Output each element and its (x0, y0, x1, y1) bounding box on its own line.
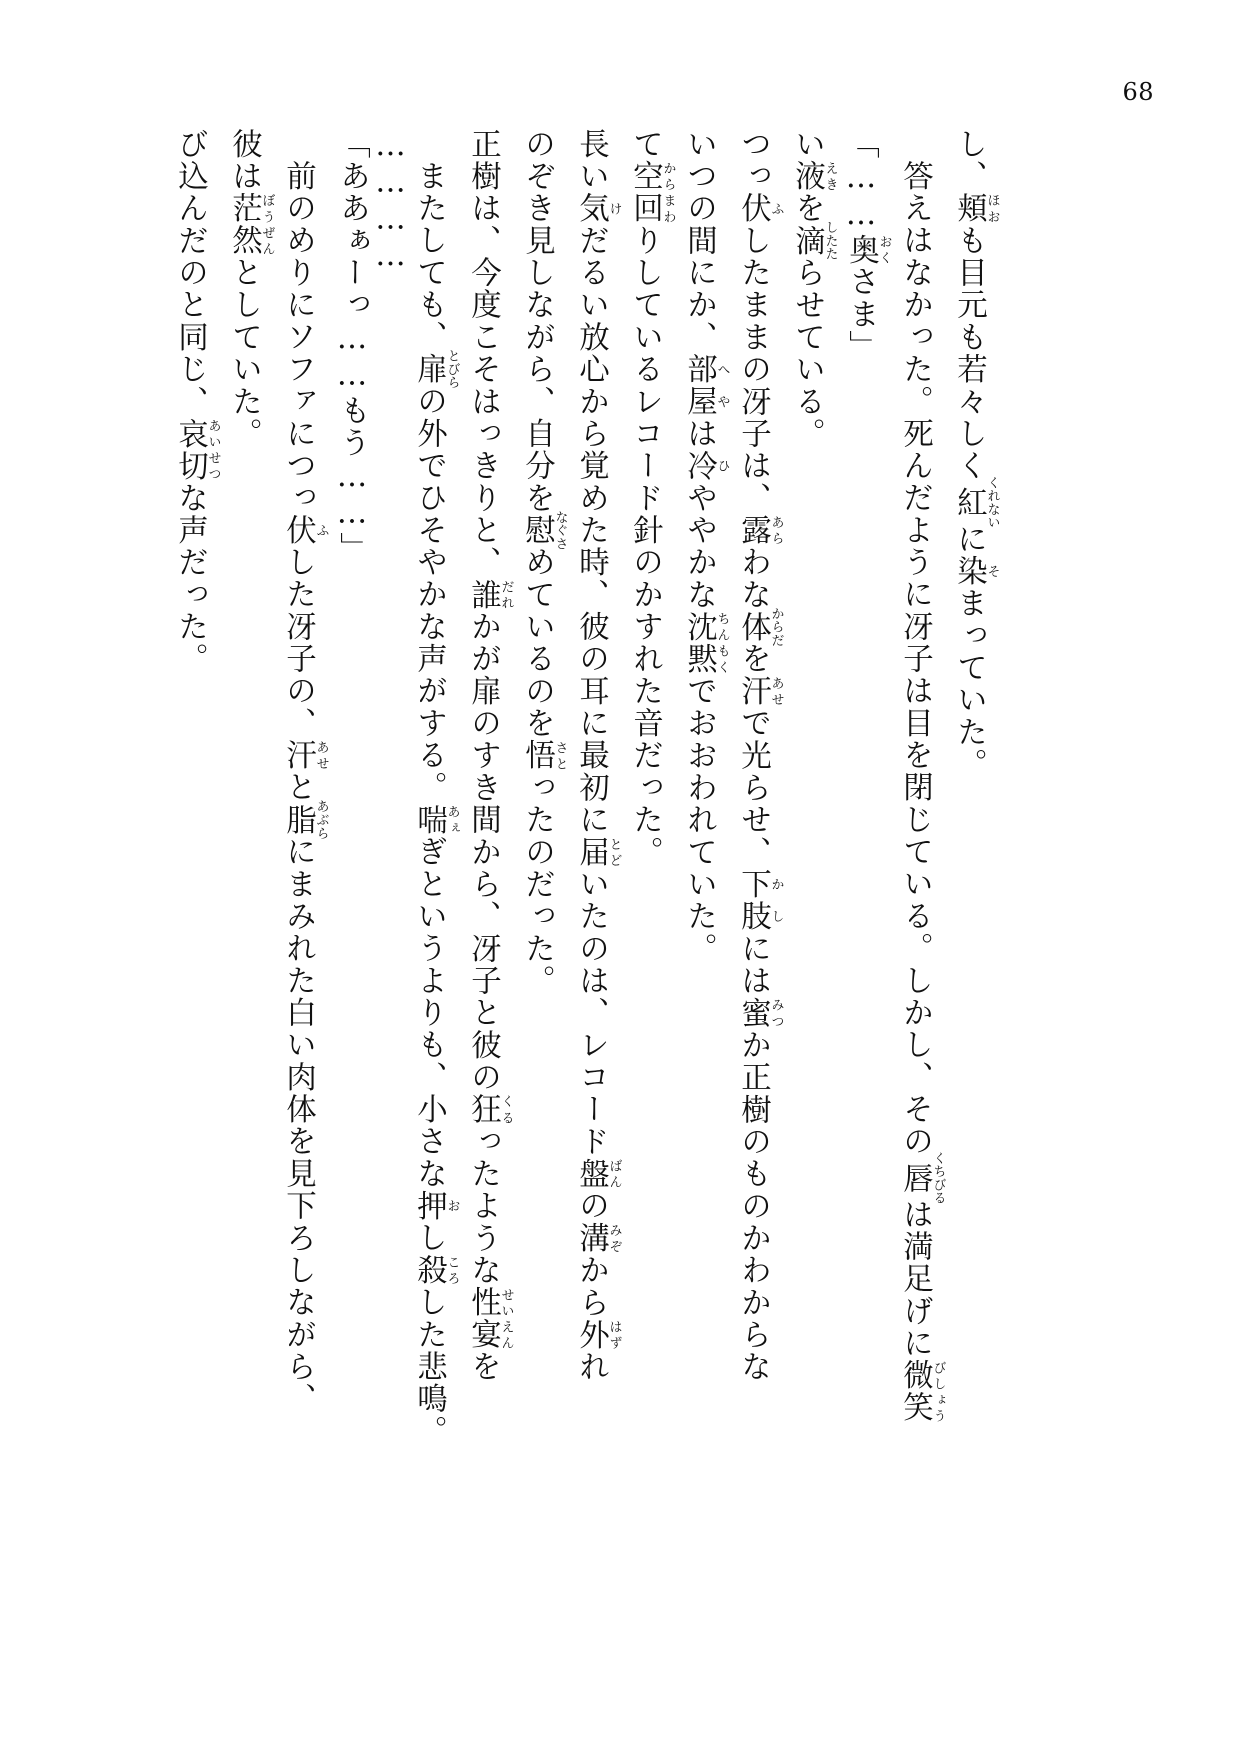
text-column: 彼は茫然ぼうぜんとしていた。 (226, 128, 275, 450)
text-column: 「……奥おくさま」 (843, 128, 892, 363)
text-column: つっ伏ふしたままの冴子は、露あらわな体からだを汗あせで光らせ、下肢かしには蜜みつか正樹のものかわからな (735, 128, 784, 1384)
text-column: い液えきを滴したたらせている。 (789, 128, 838, 450)
text-column: 前のめりにソファにつっ伏ふした冴子の、汗あせと脂あぶらにまみれた白い肉体を見下ろしながら、 (280, 160, 329, 1415)
text-column: いつの間にか、部屋へやは冷ひややかな沈黙ちんもくでおおわれていた。 (681, 128, 730, 965)
text-column: び込んだのと同じ、哀切あいせつな声だった。 (172, 128, 221, 676)
text-column: のぞき見しながら、自分を慰なぐさめているのを悟さとったのだった。 (519, 128, 568, 997)
text-column: 答えはなかった。死んだように冴子は目を閉じている。しかし、その唇くちびるは満足げに微笑びしょう (897, 160, 946, 1424)
text-column: ………… (373, 128, 408, 275)
text-column: 「ああぁーっ……もう……」 (334, 128, 370, 565)
text-column: 正樹は、今度こそはっきりと、誰だれかが扉のすき間から、冴子と彼の狂くるったような性宴せいえんを (465, 128, 514, 1383)
text-column: またしても、扉とびらの外でひそやかな声がする。喘あぇぎというよりも、小さな押おし殺ころした悲鳴。 (411, 160, 460, 1448)
vertical-text-body (166, 128, 1166, 1568)
text-column: 長い気けだるい放心から覚めた時、彼の耳に最初に届とどいたのは、レコード盤ばんの溝みぞから外はずれ (573, 128, 622, 1384)
text-column: て空回からまわりしているレコード針のかすれた音だった。 (627, 128, 676, 869)
text-column: し、頬ほおも目元も若々しく紅くれないに染そまっていた。 (951, 128, 1000, 781)
page-number: 68 (1122, 78, 1154, 106)
